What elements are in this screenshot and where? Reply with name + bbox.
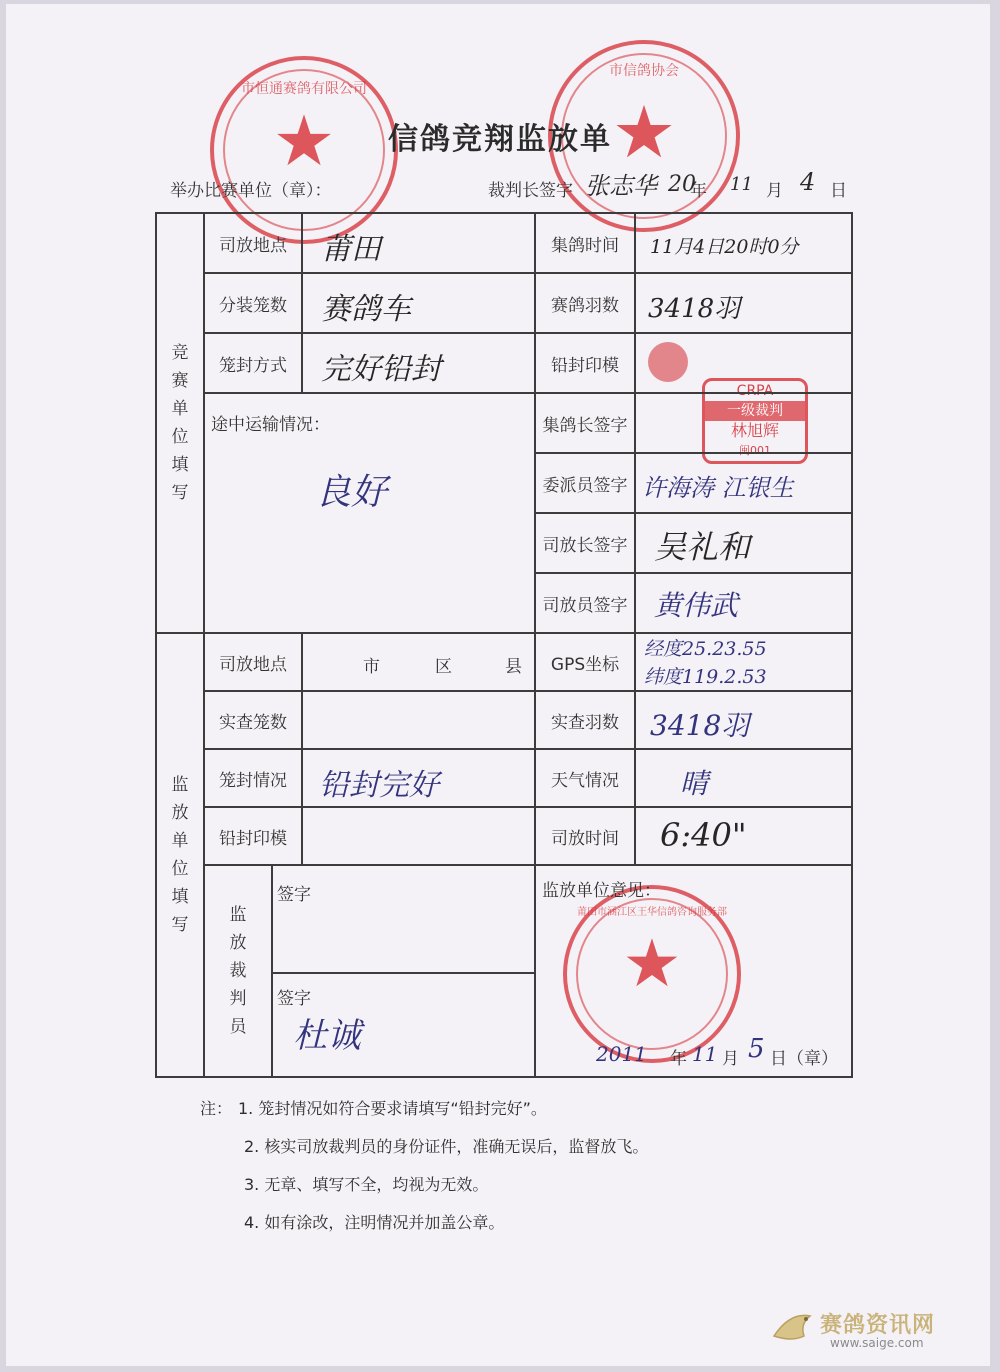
delegate-value: 许海涛 江银生: [642, 474, 794, 502]
sign-label-1: 签字: [277, 885, 311, 905]
pigeon-count-value: 3418羽: [648, 294, 741, 324]
transport-cell[interactable]: [204, 393, 535, 633]
header-date-day: 4: [800, 168, 816, 196]
release-place-value: 莆田: [321, 232, 381, 267]
seal-star-icon: ★: [272, 100, 336, 182]
opinion-label: 监放单位意见：: [542, 881, 661, 901]
opinion-month: 11: [692, 1042, 718, 1066]
checked-cages-label: 实查笼数: [204, 691, 302, 749]
transport-label: 途中运输情况：: [211, 415, 330, 435]
chief-judge-label: 裁判长签字: [488, 181, 573, 201]
s2-lead-seal-cell: [302, 807, 535, 865]
crpa-name: 林旭辉: [730, 421, 779, 440]
opinion-year-suffix: 年: [670, 1049, 687, 1069]
collect-time-value: 11月4日20时0分: [650, 236, 799, 258]
header-month-suffix: 月: [766, 181, 783, 201]
collect-time-cell[interactable]: [635, 213, 852, 273]
gps-cell[interactable]: [635, 633, 852, 691]
chief-judge-signature: 张志华: [585, 172, 657, 200]
pigeon-logo-icon: [770, 1306, 818, 1350]
weather-cell[interactable]: [635, 749, 852, 807]
s2-release-place-label: 司放地点: [204, 633, 302, 691]
note-3: 3. 无章、填写不全，均视为无效。: [244, 1175, 489, 1194]
s2-lead-seal-label: 铅封印模: [204, 807, 302, 865]
pigeon-count-label: 赛鸽羽数: [535, 273, 635, 333]
opinion-cell[interactable]: [535, 865, 852, 1077]
judge-label: 监放裁判员: [204, 865, 272, 1077]
sign-label-2: 签字: [277, 989, 311, 1009]
opinion-month-suffix: 月: [722, 1049, 739, 1069]
releaser-cell[interactable]: [635, 573, 852, 633]
section-competition-label: 竞赛单位填写: [156, 213, 204, 633]
checked-count-value: 3418羽: [650, 709, 750, 742]
cage-seal-label: 笼封情况: [204, 749, 302, 807]
form-title: 信鸽竞翔监放单: [388, 122, 612, 157]
checked-count-cell[interactable]: [635, 691, 852, 749]
gps-label: GPS坐标: [535, 633, 635, 691]
release-place-cell[interactable]: [302, 213, 535, 273]
seal-method-value: 完好铅封: [321, 352, 441, 387]
gps-lat: 纬度119.2.53: [644, 666, 767, 688]
header-day-suffix: 日: [830, 181, 847, 201]
gps-lon: 经度25.23.55: [644, 638, 767, 660]
header-date-year: 20: [668, 172, 696, 197]
releaser-value: 黄伟武: [654, 589, 739, 622]
lead-seal-label: 铅封印模: [535, 333, 635, 393]
left-seal-text: 市恒通赛鸽有限公司: [241, 81, 367, 97]
note-2: 2. 核实司放裁判员的身份证件，准确无误后，监督放飞。: [244, 1137, 649, 1156]
right-seal-text: 市信鸽协会: [609, 63, 679, 79]
pigeon-count-cell[interactable]: [635, 273, 852, 333]
weather-value: 晴: [680, 767, 709, 800]
header-date-month: 11: [730, 174, 753, 195]
release-time-cell[interactable]: [635, 807, 852, 865]
sign-cell-1[interactable]: [272, 865, 535, 973]
cages-value: 赛鸽车: [321, 292, 411, 327]
release-place-label: 司放地点: [204, 213, 302, 273]
seal-method-label: 笼封方式: [204, 333, 302, 393]
county-label: 县: [505, 657, 522, 677]
note-1: 1. 笼封情况如符合要求请填写“铅封完好”。: [238, 1099, 547, 1118]
collect-chief-cell[interactable]: [635, 393, 852, 453]
watermark-url: www.saige.com: [830, 1336, 924, 1350]
lead-seal-cell: [635, 333, 852, 393]
collect-chief-label: 集鸽长签字: [535, 393, 635, 453]
section-supervision-label: 监放单位填写: [156, 633, 204, 1077]
cage-seal-cell[interactable]: [302, 749, 535, 807]
release-form-table: [155, 212, 853, 1078]
seal-method-cell[interactable]: [302, 333, 535, 393]
supervisor-seal-text: 莆田市涵江区王华信鸽咨询服务部: [577, 907, 727, 918]
delegate-label: 委派员签字: [535, 453, 635, 513]
release-chief-value: 吴礼和: [654, 528, 751, 566]
crpa-number: 闽001: [739, 444, 771, 457]
crpa-text: CRPA: [736, 383, 774, 399]
seal-star-icon: ★: [622, 925, 682, 1002]
checked-cages-cell[interactable]: [302, 691, 535, 749]
organizer-label: 举办比赛单位（章）：: [170, 181, 332, 201]
checked-count-label: 实查羽数: [535, 691, 635, 749]
cage-seal-value: 铅封完好: [319, 768, 439, 803]
transport-value: 良好: [315, 472, 388, 513]
cages-label: 分装笼数: [204, 273, 302, 333]
release-chief-label: 司放长签字: [535, 513, 635, 573]
collect-time-label: 集鸽时间: [535, 213, 635, 273]
releaser-label: 司放员签字: [535, 573, 635, 633]
seal-star-icon: ★: [611, 90, 677, 174]
delegate-cell[interactable]: [635, 453, 852, 513]
district-label: 区: [435, 657, 452, 677]
site-watermark: [770, 1306, 990, 1356]
crpa-grade: 一级裁判: [705, 401, 805, 421]
notes-prefix: 注：: [200, 1099, 233, 1118]
weather-label: 天气情况: [535, 749, 635, 807]
release-chief-cell[interactable]: [635, 513, 852, 573]
sign-cell-2[interactable]: [272, 973, 535, 1077]
cages-cell[interactable]: [302, 273, 535, 333]
release-time-label: 司放时间: [535, 807, 635, 865]
opinion-day: 5: [748, 1034, 765, 1064]
opinion-day-suffix: 日（章）: [770, 1049, 838, 1069]
note-4: 4. 如有涂改，注明情况并加盖公章。: [244, 1213, 505, 1232]
header-year-suffix: 年: [690, 181, 707, 201]
watermark-name: 赛鸽资讯网: [820, 1313, 936, 1338]
city-label: 市: [363, 657, 380, 677]
release-time-value: 6:40": [660, 816, 747, 854]
judge-signature: 杜诚: [293, 1016, 361, 1056]
s2-release-place-cell[interactable]: [302, 633, 535, 691]
opinion-year: 2011: [596, 1042, 647, 1066]
